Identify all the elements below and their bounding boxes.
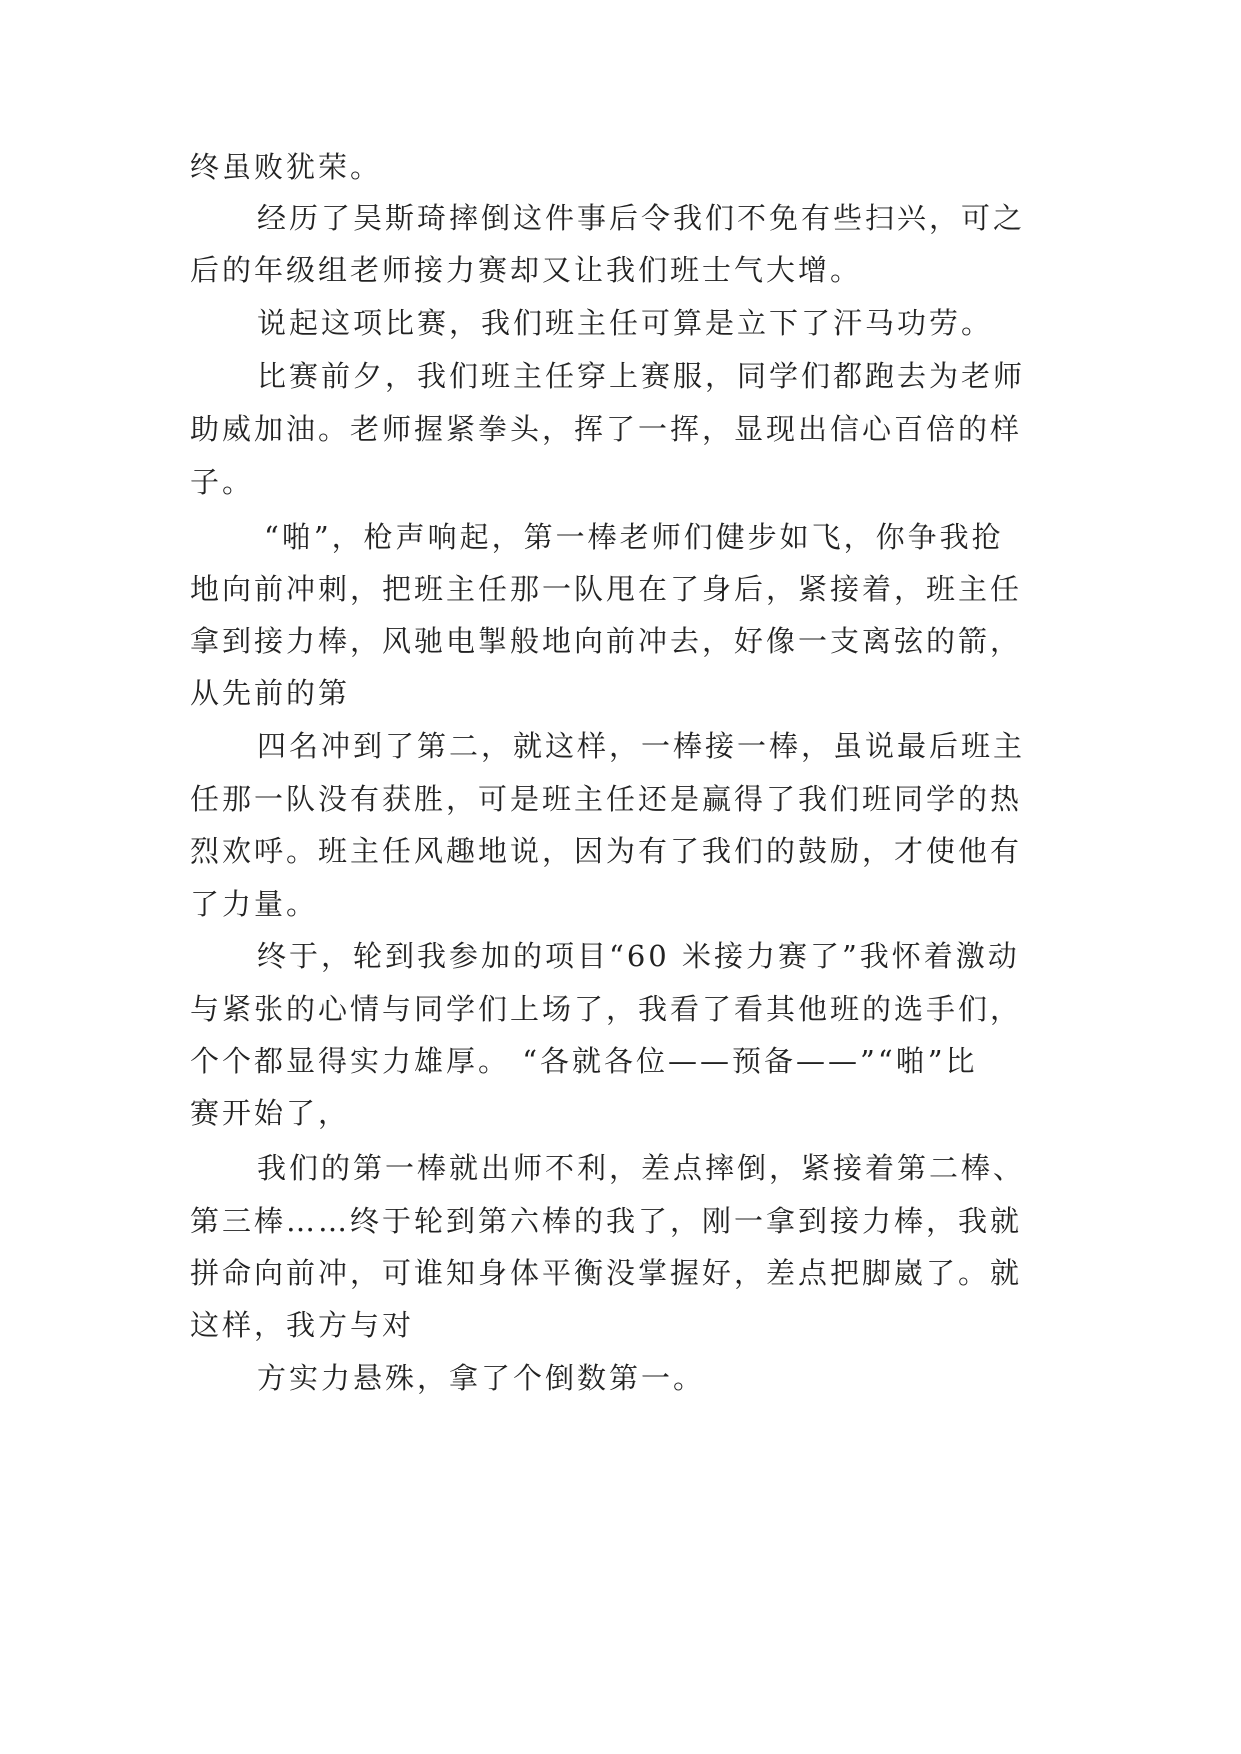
text-line: 比赛前夕，我们班主任穿上赛服，同学们都跑去为老师 [257, 359, 1026, 393]
text-line: 个个都显得实力雄厚。 “各就各位——预备——”“啪”比 [190, 1044, 978, 1078]
text-line: “啪”，枪声响起，第一棒老师们健步如飞，你争我抢 [264, 520, 1004, 554]
text-line: 这样，我方与对 [190, 1308, 415, 1342]
text-line: 终于，轮到我参加的项目“60 米接力赛了”我怀着激动 [257, 939, 1020, 973]
text-line: 终虽败犹荣。 [190, 150, 383, 184]
text-line: 子。 [190, 465, 255, 499]
text-line: 后的年级组老师接力赛却又让我们班士气大增。 [190, 253, 863, 287]
text-line: 说起这项比赛，我们班主任可算是立下了汗马功劳。 [257, 306, 994, 340]
text-line: 从先前的第 [190, 676, 351, 710]
text-line: 拼命向前冲，可谁知身体平衡没掌握好，差点把脚崴了。就 [190, 1256, 1023, 1290]
text-line: 助威加油。老师握紧拳头，挥了一挥，显现出信心百倍的样 [190, 412, 1023, 446]
text-line: 拿到接力棒，风驰电掣般地向前冲去，好像一支离弦的箭， [190, 624, 1023, 658]
text-line: 地向前冲刺，把班主任那一队甩在了身后，紧接着，班主任 [190, 572, 1023, 606]
text-line: 任那一队没有获胜，可是班主任还是赢得了我们班同学的热 [190, 782, 1023, 816]
text-line: 方实力悬殊，拿了个倒数第一。 [257, 1361, 706, 1395]
text-line: 烈欢呼。班主任风趣地说，因为有了我们的鼓励，才使他有 [190, 834, 1023, 868]
text-line: 我们的第一棒就出师不利，差点摔倒，紧接着第二棒、 [257, 1151, 1026, 1185]
text-line: 第三棒……终于轮到第六棒的我了，刚一拿到接力棒，我就 [190, 1204, 1023, 1238]
text-line: 赛开始了， [190, 1096, 351, 1130]
text-line: 经历了吴斯琦摔倒这件事后令我们不免有些扫兴，可之 [257, 201, 1026, 235]
text-line: 与紧张的心情与同学们上场了，我看了看其他班的选手们， [190, 992, 1023, 1026]
text-line: 了力量。 [190, 887, 319, 921]
text-line: 四名冲到了第二，就这样，一棒接一棒，虽说最后班主 [257, 729, 1026, 763]
